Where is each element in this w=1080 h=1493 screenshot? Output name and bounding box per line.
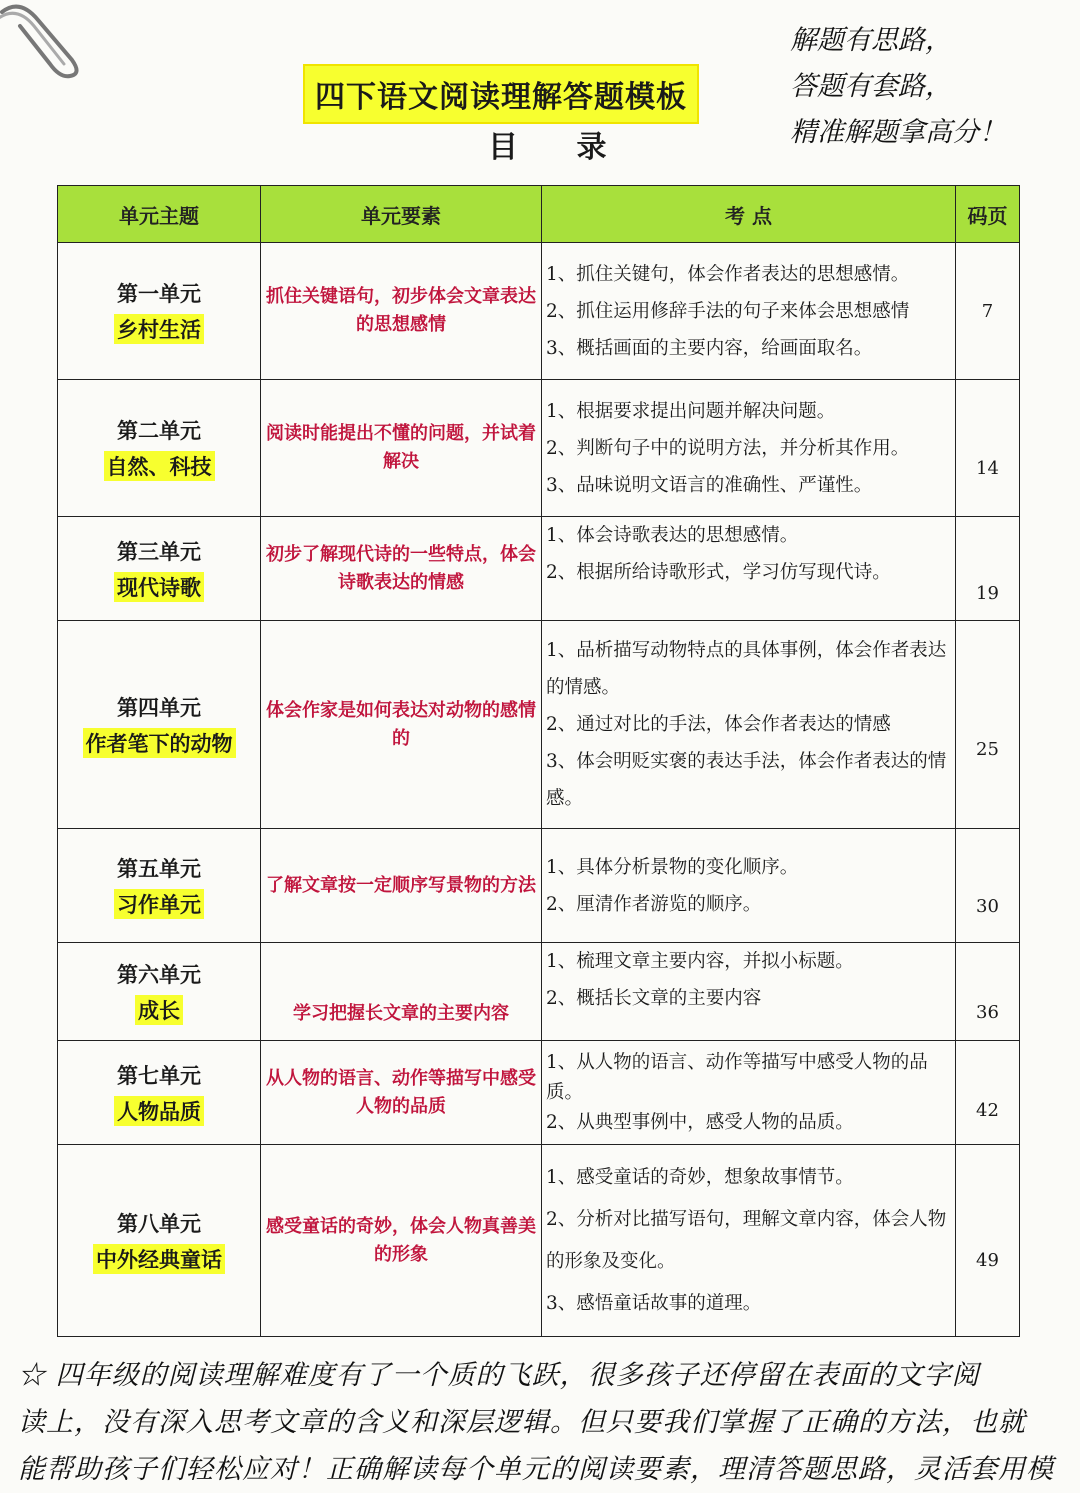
toc-table: [57, 185, 1020, 1337]
unit-name: 第六单元: [117, 961, 201, 987]
unit-cell: [58, 829, 261, 943]
unit-element: 从人物的语言、动作等描写中感受人物的品质: [261, 1041, 542, 1145]
test-point: 2、判断句子中的说明方法，并分析其作用。: [546, 437, 910, 459]
unit-name: 第一单元: [117, 281, 201, 306]
test-point: 3、品味说明文语言的准确性、严谨性。: [546, 474, 873, 496]
unit-element: 了解文章按一定顺序写景物的方法: [261, 829, 542, 943]
test-point: 3、概括画面的主要内容，给画面取名。: [546, 337, 873, 359]
unit-theme: 中外经典童话: [93, 1244, 225, 1274]
note-line: ☆ 四年级的阅读理解难度有了一个质的飞跃，很多孩子还停留在表面的文字阅: [18, 1360, 980, 1391]
test-point: 1、抓住关键句，体会作者表达的思想感情。: [546, 263, 910, 285]
page-number: 14: [956, 380, 1020, 517]
note-line: 精准解题拿高分！: [790, 117, 1006, 148]
table-row: [58, 621, 1020, 829]
test-point: 1、从人物的语言、动作等描写中感受人物的品质。: [546, 1051, 928, 1103]
handwritten-note-bottom: [18, 1352, 1068, 1493]
test-point: 1、梳理文章主要内容，并拟小标题。: [546, 951, 854, 972]
test-points: [542, 829, 956, 943]
test-point: 2、概括长文章的主要内容: [546, 988, 762, 1009]
unit-cell: [58, 1041, 261, 1145]
unit-theme: 自然、科技: [104, 451, 215, 481]
page-number: 49: [956, 1145, 1020, 1337]
test-point: 2、根据所给诗歌形式，学习仿写现代诗。: [546, 562, 891, 583]
unit-name: 第三单元: [117, 538, 201, 564]
test-point: 2、从典型事例中，感受人物的品质。: [546, 1111, 854, 1133]
unit-cell: [58, 621, 261, 829]
unit-cell: [58, 380, 261, 517]
unit-theme: 乡村生活: [114, 314, 204, 344]
unit-theme: 现代诗歌: [114, 572, 204, 602]
handwritten-note-top: [790, 18, 1060, 156]
title-block: [303, 64, 699, 124]
col-header-unit-element: 单元要素: [261, 186, 542, 243]
page-number: 7: [956, 243, 1020, 380]
table-row: [58, 1041, 1020, 1145]
note-line: 能帮助孩子们轻松应对！正确解读每个单元的阅读要素，理清答题思路，灵活套用模: [18, 1454, 1054, 1485]
unit-name: 第八单元: [117, 1210, 201, 1236]
page-subtitle: 目 录: [488, 130, 631, 165]
note-line: 解题有思路，: [790, 25, 952, 56]
unit-element: 阅读时能提出不懂的问题，并试着解决: [261, 380, 542, 517]
unit-theme: 成长: [135, 995, 183, 1025]
table-row: [58, 380, 1020, 517]
page-number: 30: [956, 829, 1020, 943]
test-point: 1、体会诗歌表达的思想感情。: [546, 525, 799, 546]
unit-name: 第四单元: [117, 694, 201, 720]
unit-name: 第二单元: [117, 418, 201, 443]
unit-element: 体会作家是如何表达对动物的感情的: [261, 621, 542, 829]
unit-cell: [58, 243, 261, 380]
page-title: 四下语文阅读理解答题模板: [303, 64, 699, 124]
unit-theme: 人物品质: [114, 1096, 204, 1126]
test-point: 3、体会明贬实褒的表达手法，体会作者表达的情感。: [546, 751, 947, 809]
test-point: 3、感悟童话故事的道理。: [546, 1292, 762, 1314]
unit-element: 初步了解现代诗的一些特点，体会诗歌表达的情感: [261, 517, 542, 621]
unit-theme: 作者笔下的动物: [83, 728, 236, 758]
unit-cell: [58, 517, 261, 621]
test-points: [542, 943, 956, 1041]
test-point: 1、具体分析景物的变化顺序。: [546, 856, 799, 878]
unit-cell: [58, 943, 261, 1041]
test-point: 1、品析描写动物特点的具体事例，体会作者表达的情感。: [546, 640, 947, 698]
page-number: 42: [956, 1041, 1020, 1145]
test-point: 2、抓住运用修辞手法的句子来体会思想感情: [546, 300, 910, 322]
page-number: 36: [956, 943, 1020, 1041]
table-row: [58, 517, 1020, 621]
unit-cell: [58, 1145, 261, 1337]
test-points: [542, 1041, 956, 1145]
test-points: [542, 1145, 956, 1337]
unit-element: 学习把握长文章的主要内容: [261, 943, 542, 1041]
page-number: 19: [956, 517, 1020, 621]
col-header-test-points: 考 点: [542, 186, 956, 243]
test-point: 1、根据要求提出问题并解决问题。: [546, 400, 836, 422]
table-row: [58, 943, 1020, 1041]
unit-element: 抓住关键语句，初步体会文章表达的思想感情: [261, 243, 542, 380]
test-point: 2、通过对比的手法，体会作者表达的情感: [546, 714, 891, 735]
note-line: 读上，没有深入思考文章的含义和深层逻辑。但只要我们掌握了正确的方法，也就: [18, 1407, 1026, 1438]
test-points: [542, 517, 956, 621]
paper-clip-icon: [0, 0, 100, 90]
unit-name: 第五单元: [117, 855, 201, 881]
unit-element: 感受童话的奇妙，体会人物真善美的形象: [261, 1145, 542, 1337]
test-point: 2、分析对比描写语句，理解文章内容，体会人物的形象及变化。: [546, 1208, 947, 1272]
test-points: [542, 243, 956, 380]
test-point: 2、厘清作者游览的顺序。: [546, 893, 762, 915]
page-number: 25: [956, 621, 1020, 829]
unit-theme: 习作单元: [114, 889, 204, 919]
table-header-row: [58, 186, 1020, 243]
table-row: [58, 829, 1020, 943]
note-line: 答题有套路，: [790, 71, 952, 102]
col-header-page: 码页: [956, 186, 1020, 243]
test-point: 1、感受童话的奇妙，想象故事情节。: [546, 1166, 854, 1188]
test-points: [542, 380, 956, 517]
unit-name: 第七单元: [117, 1062, 201, 1088]
table-row: [58, 1145, 1020, 1337]
col-header-unit-theme: 单元主题: [58, 186, 261, 243]
test-points: [542, 621, 956, 829]
table-row: [58, 243, 1020, 380]
